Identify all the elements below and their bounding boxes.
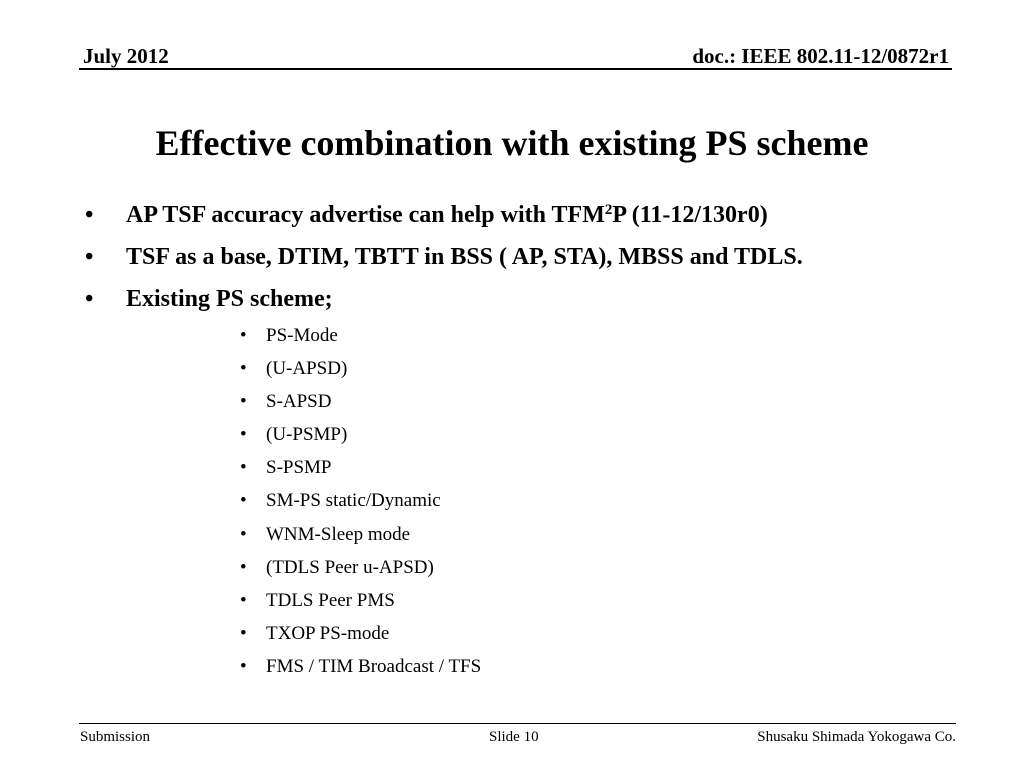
main-bullet-item xyxy=(85,240,985,282)
sub-bullet-text: FMS / TIM Broadcast / TFS xyxy=(266,655,482,677)
sub-bullet-text: SM-PS static/Dynamic xyxy=(266,490,441,512)
bullet-icon: • xyxy=(240,589,247,611)
footer-submission: Submission xyxy=(80,729,151,745)
header-rule xyxy=(79,68,952,70)
sub-bullet-text: WNM-Sleep mode xyxy=(266,523,411,545)
sub-bullet-item xyxy=(240,487,840,520)
bullet-icon: • xyxy=(85,286,94,312)
sub-bullet-item xyxy=(240,322,840,355)
sub-bullet-item xyxy=(240,620,840,653)
superscript: 2 xyxy=(604,202,613,218)
sub-bullet-text: (TDLS Peer u-APSD) xyxy=(266,556,434,578)
sub-bullet-item xyxy=(240,521,840,554)
sub-bullet-item xyxy=(240,388,840,421)
bullet-icon: • xyxy=(240,556,247,578)
sub-bullet-item xyxy=(240,653,840,686)
sub-bullet-text: TDLS Peer PMS xyxy=(266,589,395,611)
main-bullet-item xyxy=(85,282,985,324)
sub-bullet-item xyxy=(240,454,840,487)
header-doc-id: doc.: IEEE 802.11-12/0872r1 xyxy=(692,44,949,68)
sub-bullet-text: (U-PSMP) xyxy=(266,424,348,446)
bullet-icon: • xyxy=(240,490,247,512)
footer-rule xyxy=(79,723,956,724)
bullet-text: Existing PS scheme; xyxy=(126,286,333,312)
bullet-icon: • xyxy=(240,358,247,380)
bullet-text-suffix: P (11-12/130r0) xyxy=(612,202,768,228)
sub-bullet-list xyxy=(240,322,840,686)
main-bullet-item xyxy=(85,198,985,240)
sub-bullet-item xyxy=(240,421,840,454)
sub-bullet-text: (U-APSD) xyxy=(266,358,348,380)
bullet-icon: • xyxy=(85,244,94,270)
bullet-text: TSF as a base, DTIM, TBTT in BSS ( AP, STA), MBSS and TDLS. xyxy=(126,244,803,270)
bullet-text: AP TSF accuracy advertise can help with TFM xyxy=(126,202,605,228)
bullet-icon: • xyxy=(240,325,247,346)
bullet-icon: • xyxy=(240,523,247,545)
header-date: July 2012 xyxy=(83,44,169,68)
sub-bullet-item xyxy=(240,355,840,388)
sub-bullet-text: PS-Mode xyxy=(266,325,338,346)
bullet-icon: • xyxy=(240,655,247,677)
bullet-icon: • xyxy=(240,391,247,413)
sub-bullet-item xyxy=(240,554,840,587)
sub-bullet-text: TXOP PS-mode xyxy=(266,622,390,644)
footer-slide-number: Slide 10 xyxy=(489,729,539,745)
bullet-icon: • xyxy=(240,424,247,446)
footer-author: Shusaku Shimada Yokogawa Co. xyxy=(757,729,956,745)
bullet-icon: • xyxy=(85,202,94,228)
sub-bullet-text: S-PSMP xyxy=(266,457,332,479)
sub-bullet-item xyxy=(240,587,840,620)
main-bullet-list xyxy=(85,198,985,324)
bullet-icon: • xyxy=(240,622,247,644)
sub-bullet-text: S-APSD xyxy=(266,391,332,413)
bullet-icon: • xyxy=(240,457,247,479)
slide-title: Effective combination with existing PS scheme xyxy=(155,123,869,163)
